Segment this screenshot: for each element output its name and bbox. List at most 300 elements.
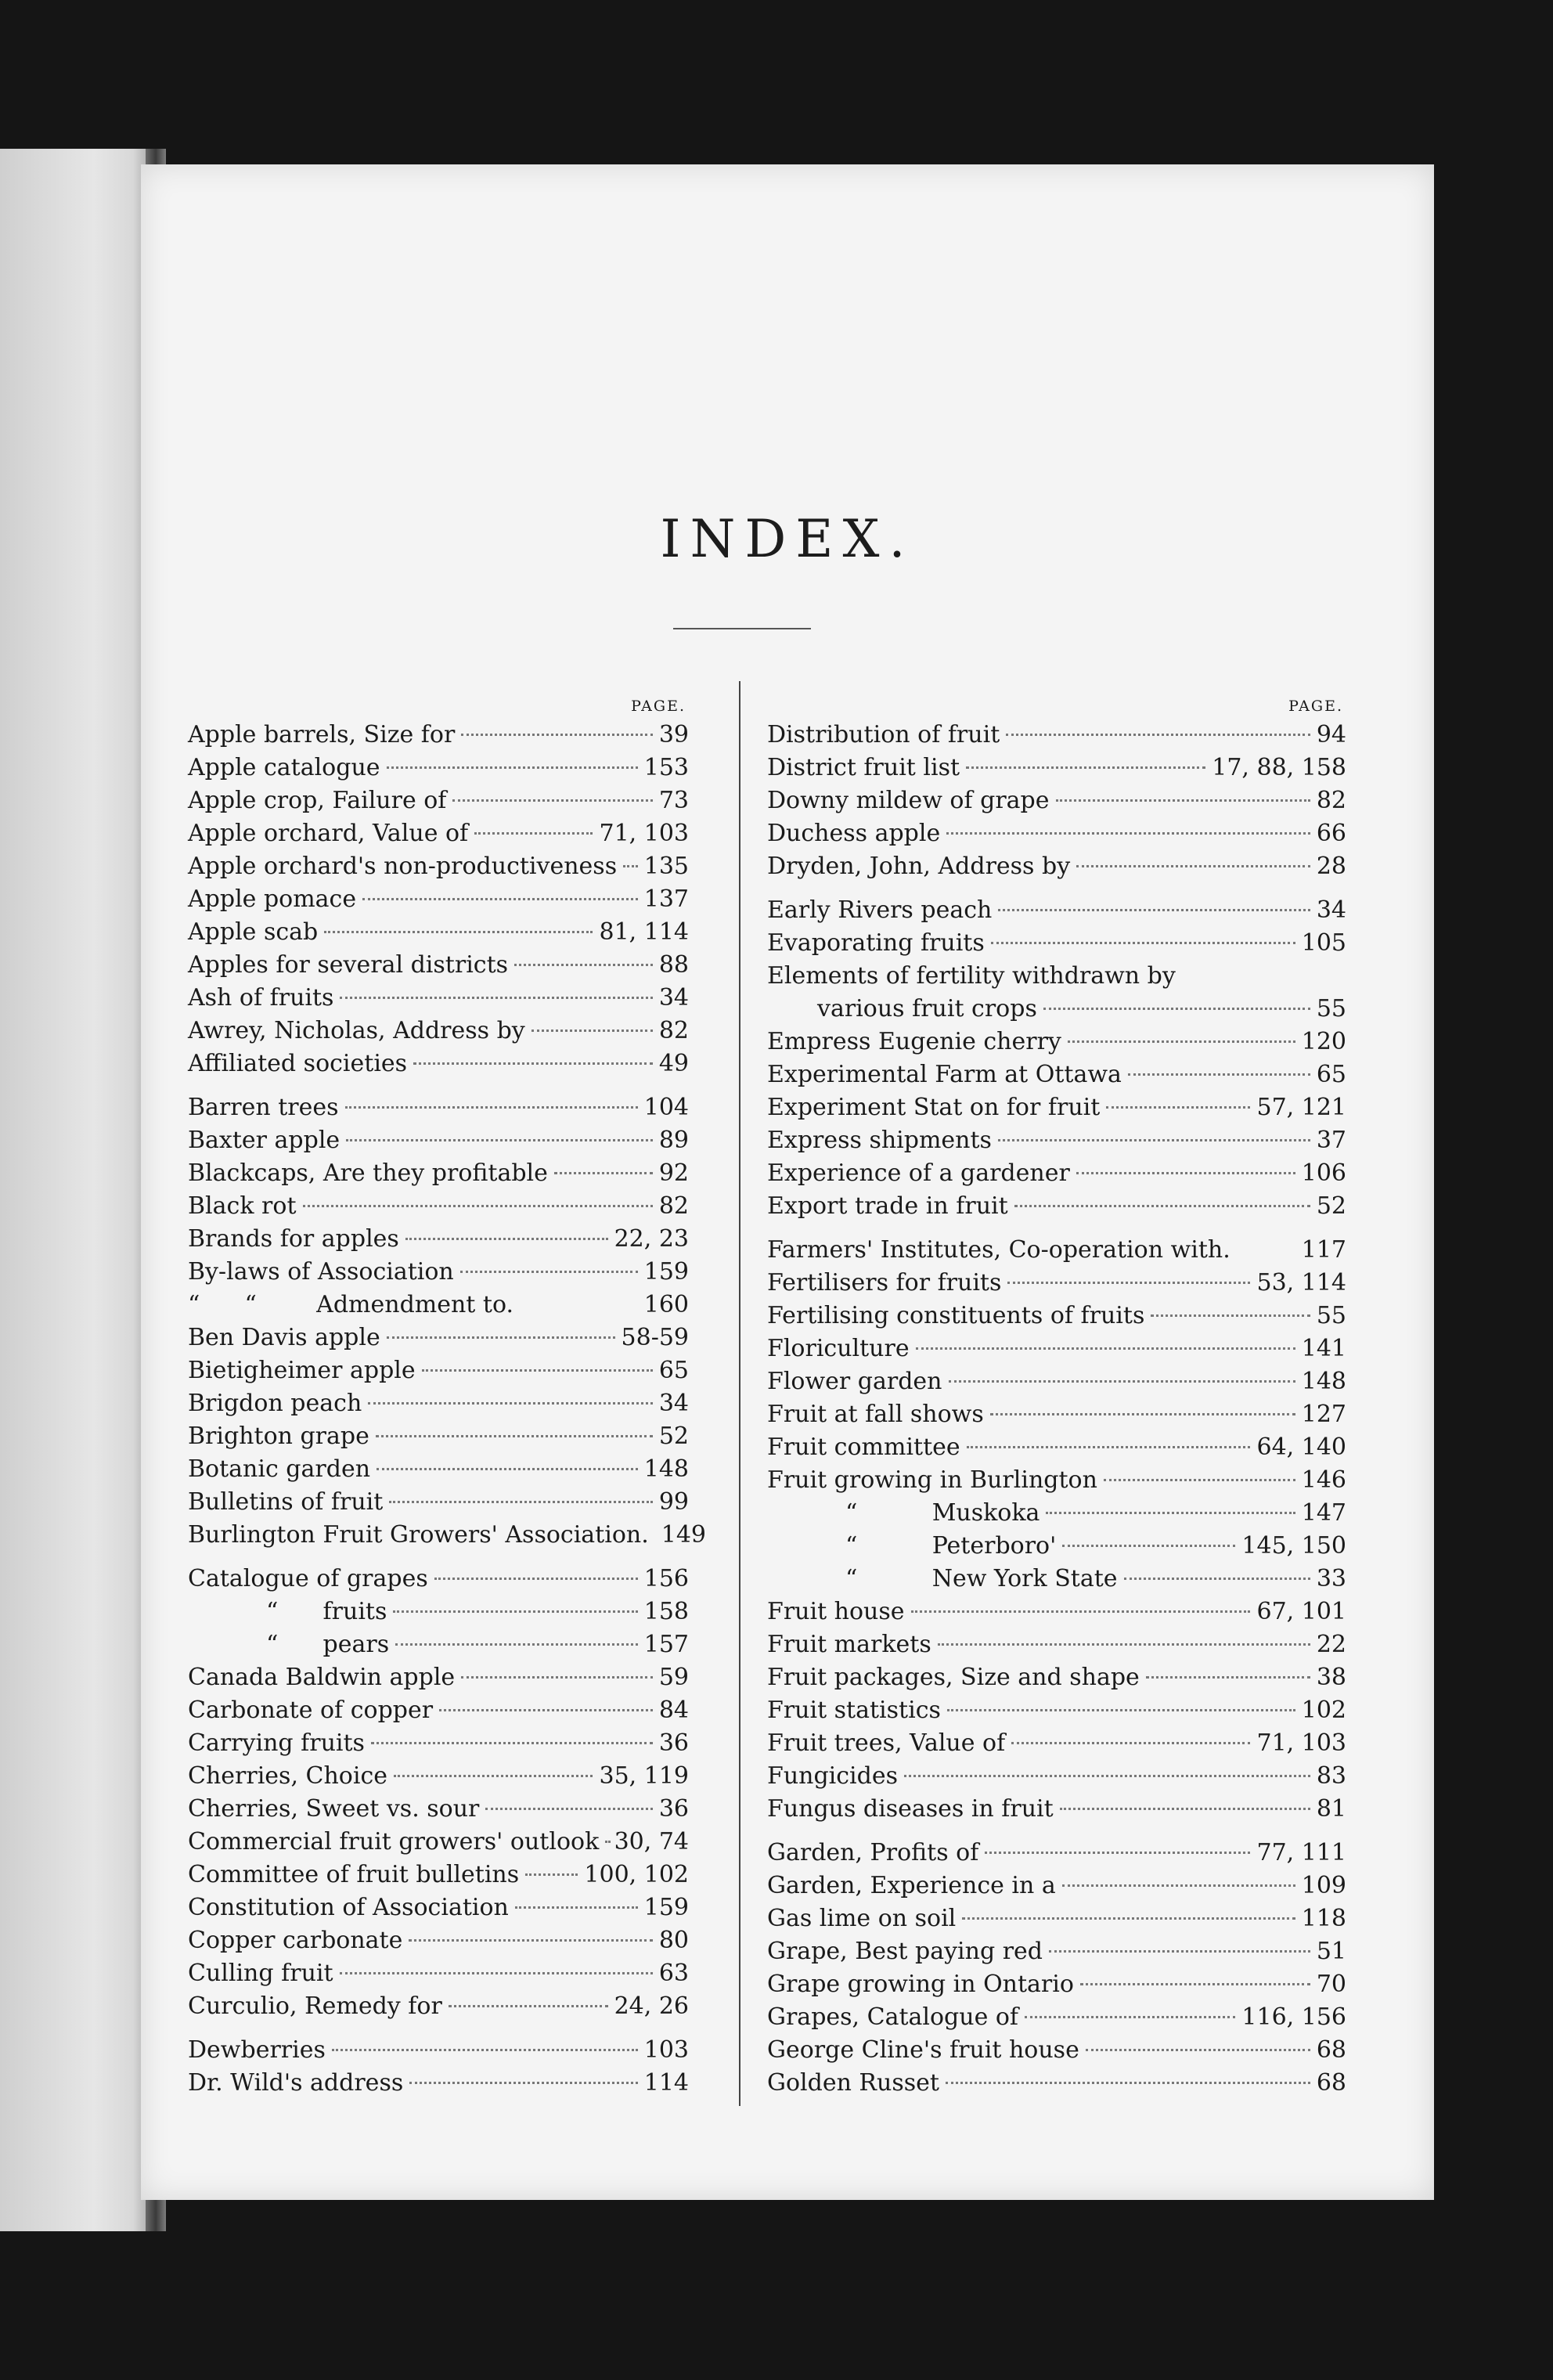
index-entry bbox=[188, 1322, 689, 1354]
index-entry bbox=[188, 1289, 689, 1322]
dot-leader bbox=[395, 1643, 638, 1646]
entry-page-number: 57, 121 bbox=[1256, 1094, 1346, 1121]
entry-page-number: 71, 103 bbox=[599, 820, 689, 847]
entry-text: Grape growing in Ontario bbox=[767, 1971, 1074, 1998]
entry-text: Gas lime on soil bbox=[767, 1905, 957, 1932]
index-entry bbox=[767, 1530, 1346, 1563]
entry-text: “ Peterboro' bbox=[845, 1532, 1057, 1560]
dot-leader bbox=[1056, 799, 1310, 802]
entry-page-number: 149 bbox=[661, 1521, 707, 1549]
entry-page-number: 99 bbox=[658, 1488, 689, 1516]
entry-page-number: 106 bbox=[1301, 1159, 1346, 1187]
index-entry bbox=[767, 817, 1346, 850]
entry-text: Blackcaps, Are they profitable bbox=[188, 1159, 548, 1187]
dot-leader bbox=[904, 1775, 1310, 1777]
dot-leader bbox=[1006, 734, 1310, 736]
entry-text: Fruit committee bbox=[767, 1433, 960, 1461]
entry-page-number: 81, 114 bbox=[599, 918, 689, 946]
entry-text: Fungus diseases in fruit bbox=[767, 1795, 1054, 1823]
dot-leader bbox=[324, 931, 593, 933]
entry-text: Golden Russet bbox=[767, 2069, 939, 2097]
entry-page-number: 33 bbox=[1316, 1565, 1346, 1592]
dot-leader bbox=[946, 832, 1310, 835]
entry-page-number: 109 bbox=[1301, 1872, 1346, 1899]
entry-page-number: 65 bbox=[658, 1357, 689, 1384]
dot-leader bbox=[376, 1435, 653, 1437]
entry-page-number: 38 bbox=[1316, 1664, 1346, 1691]
index-entry bbox=[767, 1332, 1346, 1365]
entry-page-number: 157 bbox=[643, 1631, 689, 1658]
index-entry bbox=[188, 1486, 689, 1519]
index-entry bbox=[767, 1661, 1346, 1694]
index-page bbox=[141, 164, 1434, 2200]
index-entry bbox=[767, 2067, 1346, 2100]
entry-page-number: 35, 119 bbox=[599, 1762, 689, 1790]
entry-text: Apple catalogue bbox=[188, 754, 380, 781]
dot-leader bbox=[1124, 1578, 1310, 1580]
index-entry bbox=[188, 982, 689, 1015]
page-column-heading-right: PAGE. bbox=[1288, 698, 1343, 715]
index-entry bbox=[188, 1354, 689, 1387]
dot-leader bbox=[916, 1347, 1295, 1350]
dot-leader bbox=[409, 2082, 638, 2084]
entry-text: “ “ Admendment to. bbox=[188, 1291, 514, 1318]
page-title: INDEX. bbox=[660, 509, 915, 569]
entry-text: Bulletins of fruit bbox=[188, 1488, 384, 1516]
index-entry bbox=[767, 1431, 1346, 1464]
entry-page-number: 52 bbox=[658, 1423, 689, 1450]
dot-leader bbox=[1007, 1282, 1250, 1284]
dot-leader bbox=[1076, 1172, 1295, 1174]
entry-text: Fruit trees, Value of bbox=[767, 1729, 1006, 1757]
dot-leader bbox=[1011, 1742, 1250, 1744]
index-entry bbox=[188, 1190, 689, 1223]
entry-text: Elements of fertility withdrawn by bbox=[767, 962, 1176, 990]
dot-leader bbox=[405, 1238, 608, 1240]
dot-leader bbox=[439, 1709, 653, 1711]
dot-leader bbox=[368, 1402, 653, 1405]
entry-text: Brighton grape bbox=[188, 1423, 369, 1450]
entry-text: “ New York State bbox=[845, 1565, 1118, 1592]
index-entries-right bbox=[767, 719, 1346, 2100]
entry-page-number: 55 bbox=[1316, 995, 1346, 1022]
entry-page-number: 147 bbox=[1301, 1499, 1346, 1527]
entry-page-number: 92 bbox=[658, 1159, 689, 1187]
index-entry bbox=[188, 1015, 689, 1048]
index-entry bbox=[767, 1300, 1346, 1332]
index-entry bbox=[767, 1267, 1346, 1300]
dot-leader bbox=[985, 1852, 1250, 1854]
entry-page-number: 34 bbox=[658, 1390, 689, 1417]
entry-text: Fertilising constituents of fruits bbox=[767, 1302, 1145, 1329]
entry-text: Fruit packages, Size and shape bbox=[767, 1664, 1140, 1691]
entry-text: Carbonate of copper bbox=[188, 1697, 434, 1724]
dot-leader bbox=[303, 1205, 653, 1207]
entry-page-number: 53, 114 bbox=[1256, 1269, 1346, 1296]
entry-text: Fungicides bbox=[767, 1762, 899, 1790]
entry-text: Flower garden bbox=[767, 1368, 942, 1395]
entry-page-number: 88 bbox=[658, 951, 689, 979]
dot-leader bbox=[531, 1030, 653, 1032]
entry-page-number: 159 bbox=[643, 1258, 689, 1286]
index-entry bbox=[767, 1157, 1346, 1190]
entry-page-number: 70 bbox=[1316, 1971, 1346, 1998]
dot-leader bbox=[966, 766, 1205, 769]
entry-text: Committee of fruit bulletins bbox=[188, 1861, 520, 1888]
entry-text: Copper carbonate bbox=[188, 1927, 403, 1954]
index-entry bbox=[188, 1563, 689, 1596]
dot-leader bbox=[485, 1808, 652, 1810]
entry-page-number: 63 bbox=[658, 1960, 689, 1987]
index-entry bbox=[767, 719, 1346, 752]
dot-leader bbox=[1043, 1008, 1310, 1010]
entry-text: Garden, Experience in a bbox=[767, 1872, 1056, 1899]
entry-text: Awrey, Nicholas, Address by bbox=[188, 1017, 525, 1044]
entry-text: Duchess apple bbox=[767, 820, 941, 847]
index-entry bbox=[767, 1793, 1346, 1826]
dot-leader bbox=[998, 909, 1310, 911]
dot-leader bbox=[515, 1906, 638, 1909]
index-entry bbox=[188, 784, 689, 817]
entry-page-number: 117 bbox=[1301, 1236, 1346, 1264]
entry-text: Grapes, Catalogue of bbox=[767, 2003, 1019, 2031]
index-entry bbox=[188, 1048, 689, 1080]
index-entry bbox=[767, 1596, 1346, 1628]
dot-leader bbox=[460, 1271, 638, 1273]
index-entry bbox=[767, 1365, 1346, 1398]
index-entry bbox=[188, 752, 689, 784]
dot-leader bbox=[1068, 1040, 1295, 1043]
dot-leader bbox=[1062, 1884, 1295, 1887]
entry-text: By-laws of Association bbox=[188, 1258, 454, 1286]
entry-text: Dryden, John, Address by bbox=[767, 853, 1071, 880]
entry-text: Apple orchard's non-productiveness bbox=[188, 853, 618, 880]
entry-page-number: 37 bbox=[1316, 1127, 1346, 1154]
entry-page-number: 65 bbox=[1316, 1061, 1346, 1088]
dot-leader bbox=[938, 1643, 1310, 1646]
dot-leader bbox=[332, 2049, 638, 2051]
index-entry bbox=[188, 1387, 689, 1420]
index-entry bbox=[767, 1058, 1346, 1091]
index-entry bbox=[188, 1519, 707, 1552]
dot-leader bbox=[1049, 1950, 1310, 1953]
entry-page-number: 17, 88, 158 bbox=[1212, 754, 1346, 781]
index-entry bbox=[767, 1497, 1346, 1530]
dot-leader bbox=[461, 734, 653, 736]
index-entry bbox=[188, 2067, 689, 2100]
dot-leader bbox=[911, 1610, 1251, 1613]
index-entry bbox=[188, 1826, 689, 1859]
entry-page-number: 103 bbox=[643, 2036, 689, 2064]
dot-leader bbox=[605, 1841, 607, 1843]
entry-page-number: 68 bbox=[1316, 2036, 1346, 2064]
dot-leader bbox=[525, 1873, 578, 1876]
entry-page-number: 68 bbox=[1316, 2069, 1346, 2097]
dot-leader bbox=[949, 1380, 1295, 1383]
dot-leader bbox=[991, 942, 1295, 944]
entry-page-number: 105 bbox=[1301, 929, 1346, 957]
dot-leader bbox=[990, 1413, 1295, 1415]
entry-text: Baxter apple bbox=[188, 1127, 341, 1154]
entry-text: Fruit statistics bbox=[767, 1697, 941, 1724]
index-entry bbox=[767, 894, 1346, 927]
index-entry bbox=[188, 1957, 689, 1990]
entry-text: Culling fruit bbox=[188, 1960, 333, 1987]
entry-page-number: 156 bbox=[643, 1565, 689, 1592]
dot-leader bbox=[413, 1062, 653, 1065]
dot-leader bbox=[377, 1468, 638, 1470]
dot-leader bbox=[962, 1917, 1295, 1920]
entry-page-number: 36 bbox=[658, 1795, 689, 1823]
dot-leader bbox=[362, 898, 638, 900]
entry-text: Burlington Fruit Growers' Association. bbox=[188, 1521, 649, 1549]
entry-page-number: 141 bbox=[1301, 1335, 1346, 1362]
entry-page-number: 160 bbox=[643, 1291, 689, 1318]
entry-page-number: 82 bbox=[1316, 787, 1346, 814]
index-entry bbox=[767, 1124, 1346, 1157]
index-entry bbox=[767, 752, 1346, 784]
dot-leader bbox=[967, 1446, 1251, 1448]
dot-leader bbox=[340, 997, 652, 999]
entry-page-number: 80 bbox=[658, 1927, 689, 1954]
entry-page-number: 145, 150 bbox=[1241, 1532, 1346, 1560]
entry-text: Apple pomace bbox=[188, 885, 357, 913]
entry-page-number: 24, 26 bbox=[614, 1992, 689, 2020]
entry-page-number: 34 bbox=[658, 984, 689, 1012]
index-entry bbox=[767, 1190, 1346, 1223]
index-entry bbox=[767, 1902, 1346, 1935]
index-entry bbox=[188, 1124, 689, 1157]
entry-text: Brands for apples bbox=[188, 1225, 399, 1253]
entry-page-number: 83 bbox=[1316, 1762, 1346, 1790]
entry-page-number: 135 bbox=[643, 853, 689, 880]
entry-text: various fruit crops bbox=[817, 995, 1037, 1022]
entry-page-number: 148 bbox=[1301, 1368, 1346, 1395]
entry-text: Cherries, Choice bbox=[188, 1762, 388, 1790]
index-entry bbox=[188, 1793, 689, 1826]
index-entry bbox=[188, 719, 689, 752]
entry-text: Apples for several districts bbox=[188, 951, 509, 979]
entry-page-number: 127 bbox=[1301, 1401, 1346, 1428]
index-entry bbox=[767, 2001, 1346, 2034]
index-entry bbox=[767, 1935, 1346, 1968]
index-entry bbox=[767, 1234, 1346, 1267]
dot-leader bbox=[1062, 1545, 1235, 1547]
column-divider bbox=[739, 681, 740, 2106]
entry-text: Floriculture bbox=[767, 1335, 910, 1362]
entry-page-number: 22 bbox=[1316, 1631, 1346, 1658]
entry-page-number: 137 bbox=[643, 885, 689, 913]
entry-text: Experimental Farm at Ottawa bbox=[767, 1061, 1122, 1088]
index-entry bbox=[767, 1398, 1346, 1431]
entry-text: Constitution of Association bbox=[188, 1894, 509, 1921]
dot-leader bbox=[422, 1369, 653, 1372]
entry-page-number: 146 bbox=[1301, 1466, 1346, 1494]
dot-leader bbox=[947, 1709, 1295, 1711]
entry-text: Canada Baldwin apple bbox=[188, 1664, 456, 1691]
entry-text: Empress Eugenie cherry bbox=[767, 1028, 1061, 1055]
index-entry bbox=[188, 1596, 689, 1628]
dot-leader bbox=[452, 799, 652, 802]
index-entry bbox=[188, 1256, 689, 1289]
entry-text: Fruit markets bbox=[767, 1631, 931, 1658]
entry-text: Early Rivers peach bbox=[767, 896, 993, 924]
entry-text: Downy mildew of grape bbox=[767, 787, 1050, 814]
entry-text: Barren trees bbox=[188, 1094, 339, 1121]
entry-page-number: 158 bbox=[643, 1598, 689, 1625]
entry-text: Apple crop, Failure of bbox=[188, 787, 447, 814]
index-entry bbox=[188, 1891, 689, 1924]
page-column-heading-left: PAGE. bbox=[631, 698, 686, 715]
entry-page-number: 148 bbox=[643, 1455, 689, 1483]
entry-text: Apple orchard, Value of bbox=[188, 820, 469, 847]
index-entry bbox=[188, 2034, 689, 2067]
index-entry bbox=[188, 1661, 689, 1694]
entry-page-number: 58-59 bbox=[621, 1324, 689, 1351]
entry-page-number: 22, 23 bbox=[614, 1225, 689, 1253]
dot-leader bbox=[1046, 1512, 1295, 1514]
dot-leader bbox=[1080, 1983, 1310, 1985]
index-entry bbox=[767, 960, 1346, 993]
dot-leader bbox=[1014, 1205, 1310, 1207]
dot-leader bbox=[1151, 1314, 1310, 1317]
index-entry bbox=[188, 817, 689, 850]
entry-text: Distribution of fruit bbox=[767, 721, 1000, 748]
entry-page-number: 59 bbox=[658, 1664, 689, 1691]
entry-page-number: 30, 74 bbox=[614, 1828, 689, 1855]
entry-page-number: 67, 101 bbox=[1256, 1598, 1346, 1625]
entry-page-number: 153 bbox=[643, 754, 689, 781]
dot-leader bbox=[554, 1172, 653, 1174]
title-rule bbox=[673, 628, 811, 629]
dot-leader bbox=[345, 1106, 638, 1109]
index-entry bbox=[767, 2034, 1346, 2067]
index-entry bbox=[767, 1464, 1346, 1497]
dot-leader bbox=[389, 1501, 652, 1503]
entry-page-number: 55 bbox=[1316, 1302, 1346, 1329]
entry-text: Farmers' Institutes, Co-operation with. bbox=[767, 1236, 1231, 1264]
dot-leader bbox=[449, 2005, 608, 2007]
entry-text: Curculio, Remedy for bbox=[188, 1992, 442, 2020]
dot-leader bbox=[474, 832, 593, 835]
index-entry bbox=[767, 927, 1346, 960]
dot-leader bbox=[1025, 2016, 1235, 2018]
entry-text: Ben Davis apple bbox=[188, 1324, 380, 1351]
dot-leader bbox=[461, 1676, 653, 1679]
entry-page-number: 82 bbox=[658, 1017, 689, 1044]
index-entry bbox=[817, 993, 1346, 1026]
entry-page-number: 39 bbox=[658, 721, 689, 748]
entry-text: Experiment Stat on for fruit bbox=[767, 1094, 1101, 1121]
entry-page-number: 89 bbox=[658, 1127, 689, 1154]
entry-text: Affiliated societies bbox=[188, 1050, 408, 1077]
index-entry bbox=[767, 784, 1346, 817]
entry-page-number: 71, 103 bbox=[1256, 1729, 1346, 1757]
entry-text: Apple scab bbox=[188, 918, 319, 946]
dot-leader bbox=[393, 1610, 637, 1613]
entry-text: Grape, Best paying red bbox=[767, 1938, 1043, 1965]
index-entry bbox=[767, 1870, 1346, 1902]
index-entry bbox=[188, 883, 689, 916]
entry-page-number: 94 bbox=[1316, 721, 1346, 748]
dot-leader bbox=[371, 1742, 653, 1744]
dot-leader bbox=[946, 2082, 1310, 2084]
entry-text: Carrying fruits bbox=[188, 1729, 365, 1757]
entry-text: District fruit list bbox=[767, 754, 960, 781]
dot-leader bbox=[623, 865, 638, 867]
dot-leader bbox=[434, 1578, 638, 1580]
index-entry bbox=[188, 1223, 689, 1256]
index-entry bbox=[767, 1026, 1346, 1058]
entry-page-number: 77, 111 bbox=[1256, 1839, 1346, 1866]
dot-leader bbox=[387, 766, 638, 769]
entry-text: “ pears bbox=[266, 1631, 390, 1658]
entry-page-number: 120 bbox=[1301, 1028, 1346, 1055]
index-column-left bbox=[188, 694, 707, 2100]
entry-page-number: 102 bbox=[1301, 1697, 1346, 1724]
entry-page-number: 118 bbox=[1301, 1905, 1346, 1932]
dot-leader bbox=[394, 1775, 593, 1777]
entry-text: Fruit at fall shows bbox=[767, 1401, 984, 1428]
dot-leader bbox=[998, 1139, 1310, 1141]
entry-page-number: 159 bbox=[643, 1894, 689, 1921]
entry-page-number: 28 bbox=[1316, 853, 1346, 880]
entry-text: Evaporating fruits bbox=[767, 929, 985, 957]
entry-page-number: 51 bbox=[1316, 1938, 1346, 1965]
facing-page-edge bbox=[0, 149, 157, 2231]
entry-text: Export trade in fruit bbox=[767, 1192, 1008, 1220]
entry-page-number: 34 bbox=[1316, 896, 1346, 924]
index-entry bbox=[767, 1727, 1346, 1760]
entry-text: “ Muskoka bbox=[845, 1499, 1040, 1527]
dot-leader bbox=[1104, 1479, 1295, 1481]
entry-text: Bietigheimer apple bbox=[188, 1357, 416, 1384]
dot-leader bbox=[1060, 1808, 1310, 1810]
index-column-right bbox=[767, 694, 1346, 2100]
dot-leader bbox=[1076, 865, 1310, 867]
entry-page-number: 49 bbox=[658, 1050, 689, 1077]
entry-text: Black rot bbox=[188, 1192, 297, 1220]
entry-page-number: 66 bbox=[1316, 820, 1346, 847]
dot-leader bbox=[346, 1139, 653, 1141]
entry-text: Cherries, Sweet vs. sour bbox=[188, 1795, 480, 1823]
entry-page-number: 36 bbox=[658, 1729, 689, 1757]
index-entry bbox=[188, 916, 689, 949]
entry-text: Botanic garden bbox=[188, 1455, 371, 1483]
index-entry bbox=[188, 1990, 689, 2023]
dot-leader bbox=[409, 1939, 652, 1942]
index-entry bbox=[767, 1968, 1346, 2001]
index-entry bbox=[188, 1924, 689, 1957]
index-entries-left bbox=[188, 719, 707, 2100]
index-entry bbox=[188, 850, 689, 883]
entry-text: George Cline's fruit house bbox=[767, 2036, 1079, 2064]
index-entry bbox=[188, 1420, 689, 1453]
dot-leader bbox=[514, 964, 653, 966]
index-entry bbox=[188, 1091, 689, 1124]
index-entry bbox=[188, 1157, 689, 1190]
entry-text: Fruit growing in Burlington bbox=[767, 1466, 1097, 1494]
entry-text: “ fruits bbox=[266, 1598, 387, 1625]
index-entry bbox=[188, 1453, 689, 1486]
entry-page-number: 81 bbox=[1316, 1795, 1346, 1823]
entry-text: Fertilisers for fruits bbox=[767, 1269, 1002, 1296]
dot-leader bbox=[1086, 2049, 1310, 2051]
entry-page-number: 64, 140 bbox=[1256, 1433, 1346, 1461]
entry-text: Catalogue of grapes bbox=[188, 1565, 428, 1592]
index-entry bbox=[188, 1727, 689, 1760]
entry-text: Garden, Profits of bbox=[767, 1839, 979, 1866]
